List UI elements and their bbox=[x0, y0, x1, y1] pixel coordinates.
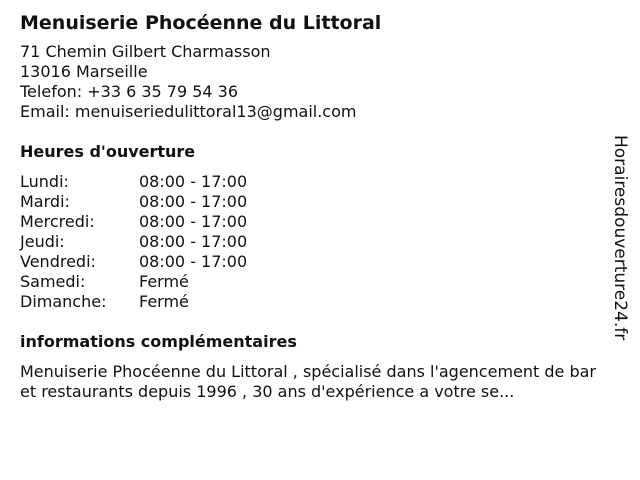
site-watermark: Horairesdouverture24.fr bbox=[610, 135, 630, 341]
hours-time: 08:00 - 17:00 bbox=[139, 172, 248, 191]
hours-time: Fermé bbox=[139, 272, 189, 291]
hours-row-thursday bbox=[20, 232, 610, 252]
hours-row-monday bbox=[20, 172, 610, 192]
hours-time: 08:00 - 17:00 bbox=[139, 192, 248, 211]
hours-time: 08:00 - 17:00 bbox=[139, 212, 248, 231]
hours-day: Mardi: bbox=[20, 192, 70, 211]
hours-time: 08:00 - 17:00 bbox=[139, 232, 248, 251]
hours-heading: Heures d'ouverture bbox=[20, 142, 196, 161]
address-city: 13016 Marseille bbox=[20, 62, 148, 81]
hours-table bbox=[20, 172, 610, 312]
hours-row-saturday bbox=[20, 272, 610, 292]
hours-day: Dimanche: bbox=[20, 292, 107, 311]
address-street: 71 Chemin Gilbert Charmasson bbox=[20, 42, 271, 61]
hours-row-friday bbox=[20, 252, 610, 272]
phone-number: Telefon: +33 6 35 79 54 36 bbox=[20, 82, 239, 101]
hours-day: Vendredi: bbox=[20, 252, 96, 271]
hours-day: Jeudi: bbox=[20, 232, 65, 251]
hours-time: Fermé bbox=[139, 292, 189, 311]
info-heading: informations complémentaires bbox=[20, 332, 297, 351]
hours-day: Lundi: bbox=[20, 172, 69, 191]
hours-day: Samedi: bbox=[20, 272, 86, 291]
email-address: Email: menuiseriedulittoral13@gmail.com bbox=[20, 102, 357, 121]
hours-day: Mercredi: bbox=[20, 212, 95, 231]
business-name: Menuiserie Phocéenne du Littoral bbox=[20, 12, 382, 34]
hours-time: 08:00 - 17:00 bbox=[139, 252, 248, 271]
hours-row-wednesday bbox=[20, 212, 610, 232]
info-description: Menuiserie Phocéenne du Littoral , spécialisé dans l'agencement de bar et restaurants depuis 1996 , 30 ans d'expérience a votre se... bbox=[20, 362, 596, 401]
address-block bbox=[20, 42, 610, 122]
business-card bbox=[20, 10, 610, 402]
hours-row-tuesday bbox=[20, 192, 610, 212]
hours-row-sunday bbox=[20, 292, 610, 312]
